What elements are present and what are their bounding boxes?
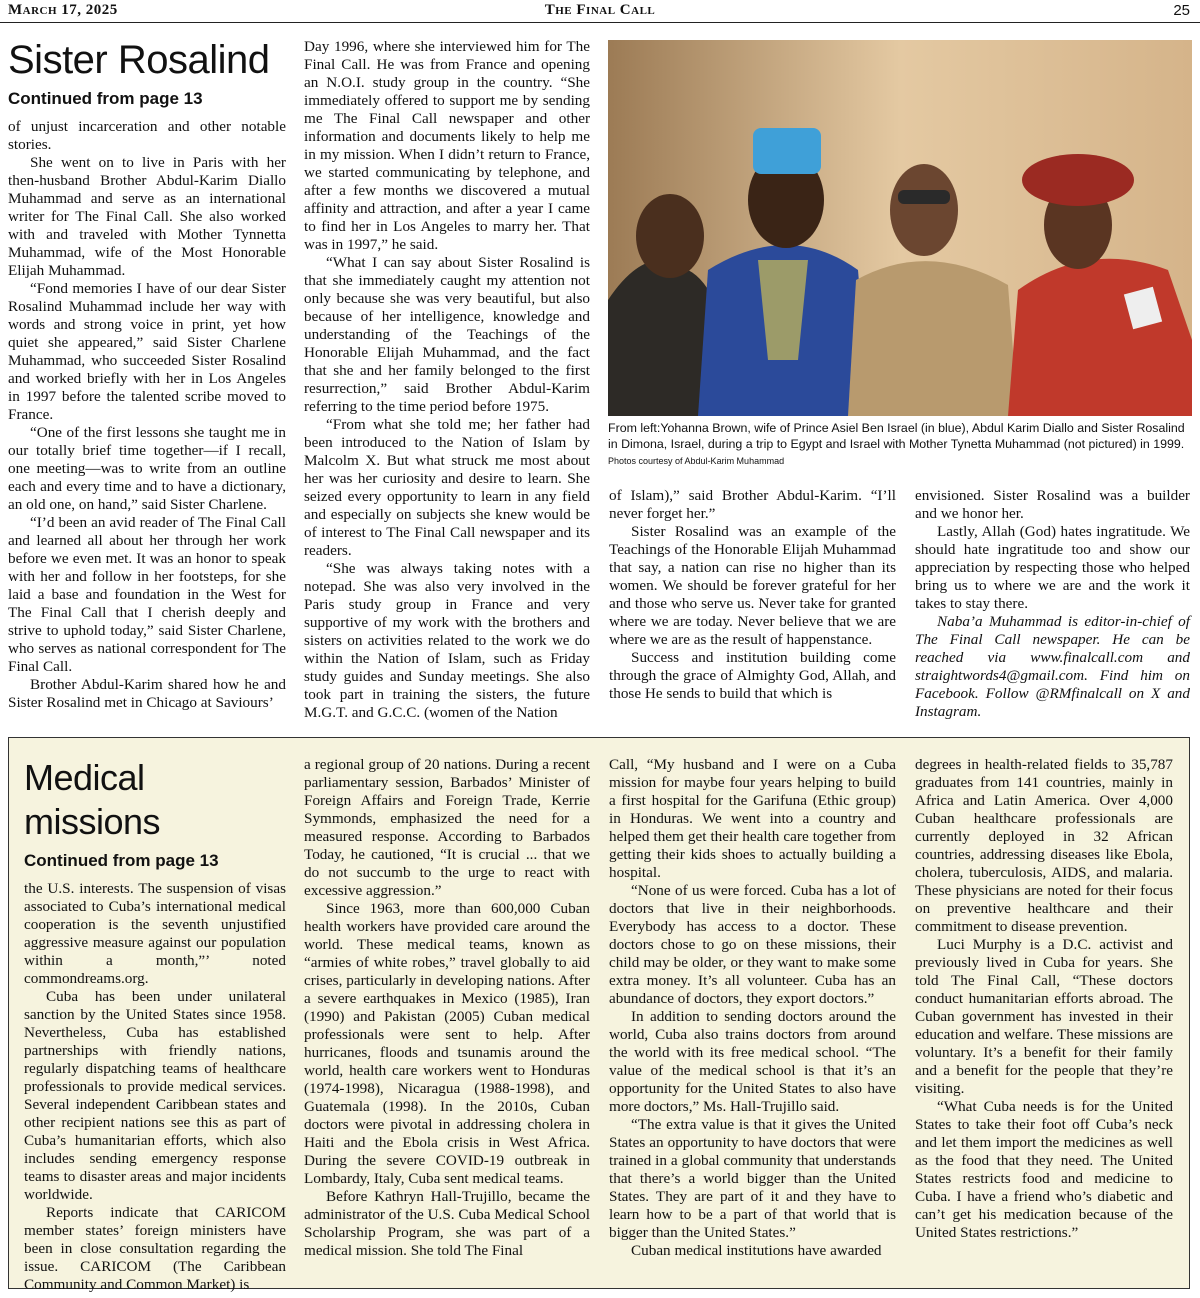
paragraph-list — [304, 38, 590, 722]
story2-column-4 — [915, 756, 1173, 1242]
paragraph-list — [915, 487, 1190, 613]
body-paragraph: Brother Abdul-Karim shared how he and Sister Rosalind met in Chicago at Saviours’ — [8, 676, 286, 711]
story2-continued-label: Continued from page 13 — [24, 851, 219, 870]
paragraph-list — [915, 756, 1173, 1242]
body-paragraph: the U.S. interests. The suspension of visas associated to Cuba’s international medical cooperation is the seventh unjustified aggressive measure against our population within a month,”’ noted commondreams.org. — [24, 880, 286, 987]
story2-column-1 — [24, 756, 286, 1294]
body-paragraph: Luci Murphy is a D.C. activist and previously lived in Cuba for years. She told The Final Call, “These doctors conduct humanitarian efforts abroad. The Cuban government has invested in their education and welfare. These missions are voluntary. It’s a benefit for their family and a benefit for the people that they’re visiting. — [915, 936, 1173, 1097]
story2-column-3 — [609, 756, 896, 1260]
body-paragraph: She went on to live in Paris with her then-husband Brother Abdul-Karim Diallo Muhammad and serve as an international writer for The Final Call. She also worked with and traveled with Mother Tynnetta Muhammad, wife of the Most Honorable Elijah Muhammad. — [8, 154, 286, 279]
paragraph-list — [304, 756, 590, 1260]
body-paragraph: a regional group of 20 nations. During a recent parliamentary session, Barbados’ Minister of Foreign Affairs and Foreign Trade, Kerrie Symmonds, emphasized the need for a measured response. According to Barbados Today, he cautioned, “It is crucial ... that we do not succumb to the urge to react with excessive aggression.” — [304, 756, 590, 899]
body-paragraph: Day 1996, where she interviewed him for The Final Call. He was from France and opening an N.O.I. study group in the country. “She immediately offered to support me by sending me The Final Call newspaper and other information and documents likely to help me in my mission. When I didn’t return to France, we started communicating by telephone, and after a few months we discovered a mutual affinity and attraction, and after a year I came to find her in Los Angeles to marry her. That was in 1997,” he said. — [304, 38, 590, 253]
paragraph-list — [24, 880, 286, 1294]
story2-column-2 — [304, 756, 590, 1260]
story1-column-3 — [609, 487, 896, 703]
body-paragraph: “From what she told me; her father had been introduced to the Nation of Islam by Malcolm X. But what struck me most about her was her curiosity and desire to learn. She seized every opportunity to learn in any field and especially on subjects she knew would be of interest to The Final Call newspaper and its readers. — [304, 416, 590, 559]
body-paragraph: envisioned. Sister Rosalind was a builder and we honor her. — [915, 487, 1190, 522]
paragraph-list — [609, 487, 896, 703]
body-paragraph: Call, “My husband and I were on a Cuba mission for maybe four years helping to build a first hospital for the Garifuna (Ethic group) in Honduras. We went into a country and helped them get their health care together from getting their kids shoes to actually building a hospital. — [609, 756, 896, 881]
story2-headline: Medical missions — [24, 757, 161, 842]
body-paragraph: Success and institution building come through the grace of Almighty God, Allah, and those He sends to build that which is — [609, 649, 896, 702]
paragraph-list — [8, 118, 286, 712]
story1-continued-label: Continued from page 13 — [8, 89, 203, 108]
body-paragraph: of Islam),” said Brother Abdul-Karim. “I’ll never forget her.” — [609, 487, 896, 522]
running-header — [0, 0, 1200, 23]
issue-date: March 17, 2025 — [8, 2, 118, 18]
body-paragraph: “She was always taking notes with a notepad. She was also very involved in the Paris study group in France and very supportive of my work with the brothers and sisters on activities related to the work we do within the Nation of Islam, such as Friday study guides and Sunday meetings. She also took part in training the sisters, the future M.G.T. and G.C.C. (women of the Nation — [304, 560, 590, 721]
page-number: 25 — [1173, 2, 1190, 19]
body-paragraph: Cuban medical institutions have awarded — [631, 1242, 882, 1259]
body-paragraph: Since 1963, more than 600,000 Cuban health workers have provided care around the world. These medical teams, known as “armies of white robes,” travel globally to aid crises, particularly in developing nations. After a severe earthquakes in Mexico (1985), Iran (1990) and Pakistan (2005) Cuban medical professionals were sent to help. After hurricanes, floods and tsunamis around the world, health care workers went to Honduras (1974-1998), Nicaragua (1988-1998), and Guatemala (1998). In the 2010s, Cuban doctors were pivotal in addressing cholera in Haiti and the Ebola crisis in West Africa. During the severe COVID-19 outbreak in Lombardy, Italy, Cuba sent medical teams. — [304, 900, 590, 1187]
body-paragraph: Sister Rosalind was an example of the Teachings of the Honorable Elijah Muhammad that say, a nation can rise no higher than its women. We should be forever grateful for her and those who serve us. Never take for granted where we are today. Never believe that we are where we are as the result of happenstance. — [609, 523, 896, 648]
story1-headline: Sister Rosalind — [8, 38, 270, 82]
body-paragraph: “None of us were forced. Cuba has a lot of doctors that live in their neighborhoods. Everybody has access to a doctor. These doctors chose to go on these missions, their child may be older, or they want to make some extra money. It’s all volunteer. Cuba has an abundance of doctors, they export doctors.” — [609, 882, 896, 1007]
body-paragraph: In addition to sending doctors around the world, Cuba also trains doctors from around the world with its free medical school. “The value of the medical school is that it’s an opportunity for the United States to also have more doctors,” Ms. Hall-Trujillo said. — [609, 1008, 896, 1115]
body-paragraph: “I’d been an avid reader of The Final Call and learned all about her through her work before we even met. It was an honor to speak with her and follow in her footsteps, for she laid a base and foundation in the West for The Final Call that I cherish deeply and strive to uphold today,” said Sister Charlene, who serves as national correspondent for The Final Call. — [8, 514, 286, 675]
body-paragraph: of unjust incarceration and other notable stories. — [8, 118, 286, 153]
body-paragraph: degrees in health-related fields to 35,787 graduates from 141 countries, mainly in Africa and Latin America. Over 4,000 Cuban healthcare professionals are currently deployed in 32 African countries, addressing diseases like Ebola, cholera, tuberculosis, AIDS, and malaria. These physicians are noted for their focus on preventive healthcare and their commitment to disease prevention. — [915, 756, 1173, 935]
body-paragraph: “One of the first lessons she taught me in our totally brief time together—if I recall, one meeting—was to write from an outline each and every time and to have a dictionary, an old one, on hand,” said Sister Charlene. — [8, 424, 286, 513]
story1-column-1 — [8, 38, 286, 712]
author-bio: Naba’a Muhammad is editor-in-chief of The Final Call newspaper. He can be reached via www.finalcall.com and straightwords4@gmail.com. Find him on Facebook. Follow @RMfinalcall on X and Instagram. — [915, 613, 1190, 720]
publication-name: The Final Call — [544, 2, 656, 18]
body-paragraph: Reports indicate that CARICOM member states’ foreign ministers have been in close consultation regarding the issue. CARICOM (The Caribbean Community and Common Market) is — [24, 1204, 286, 1293]
body-paragraph: Lastly, Allah (God) hates ingratitude. We should hate ingratitude too and show our appreciation by respecting those who helped bring us to where we are and the work it takes to stay there. — [915, 523, 1190, 612]
body-paragraph: “Fond memories I have of our dear Sister Rosalind Muhammad include her way with words and strong voice in print, yet how quiet she appeared,” said Sister Charlene Muhammad, who succeeded Sister Rosalind and worked briefly with her in Los Angeles in 1997 before the talented scribe moved to France. — [8, 280, 286, 423]
body-paragraph: Cuba has been under unilateral sanction by the United States since 1958. Nevertheless, Cuba has established partnerships with friendly nations, regularly dispatching teams of healthcare professionals to provide medical services. Several independent Caribbean states and other recipient nations see this as part of Cuba’s humanitarian efforts, which also includes sending emergency response teams to disaster areas and major incidents worldwide. — [24, 988, 286, 1203]
body-paragraph: “What Cuba needs is for the United States to take their foot off Cuba’s neck and let them import the medicines as well as the food that they need. The United States restricts food and medicine to Cuba. I have a friend who’s diabetic and can’t get his medication because of the United States restrictions.” — [915, 1098, 1173, 1241]
body-paragraph: “What I can say about Sister Rosalind is that she immediately caught my attention not only because she was very beautiful, but also because of her intelligence, knowledge and understanding of the Teachings of the Honorable Elijah Muhammad, and the fact that she and her family belonged to the first resurrection,” said Brother Abdul-Karim referring to the time period before 1975. — [304, 254, 590, 415]
story1-column-4 — [915, 487, 1190, 721]
paragraph-list — [609, 756, 896, 1260]
photo-credit: Photos courtesy of Abdul-Karim Muhammad — [608, 456, 785, 466]
group-photo-illustration — [608, 40, 1192, 416]
story1-photo — [608, 40, 1192, 416]
caption-text: From left:Yohanna Brown, wife of Prince Asiel Ben Israel (in blue), Abdul Karim Diallo and Sister Rosalind in Dimona, Israel, during a trip to Egypt and Israel with Mother Tynetta Muhammad (not pictured) in 1999. — [608, 421, 1185, 451]
body-paragraph: “The extra value is that it gives the United States an opportunity to have doctors that were trained in a global community that understands that there’s a world bigger than the United States. They are part of it and they have to learn how to be a part of that world that is bigger than the United States.” — [609, 1116, 896, 1241]
body-paragraph: Before Kathryn Hall-Trujillo, became the administrator of the U.S. Cuba Medical School Scholarship Program, she was part of a medical mission. She told The Final — [304, 1188, 590, 1259]
story1-column-2 — [304, 38, 590, 722]
story1-photo-caption — [608, 420, 1192, 469]
